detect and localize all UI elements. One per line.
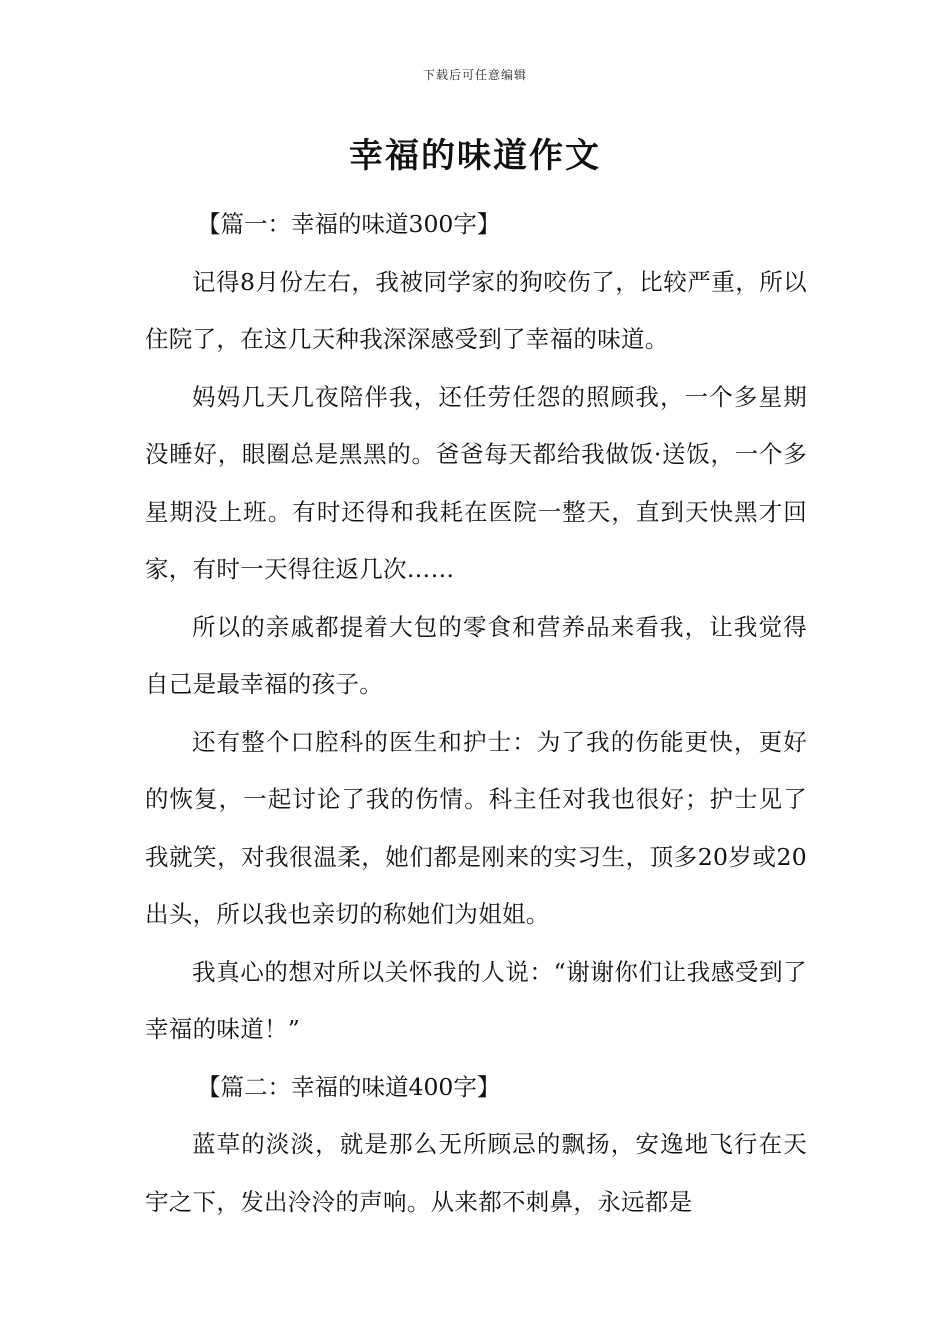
paragraph: 我真心的想对所以关怀我的人说：“谢谢你们让我感受到了幸福的味道！” [145, 957, 807, 1043]
section-heading: 【篇二：幸福的味道400字】 [197, 1072, 501, 1101]
document-title: 幸福的味道作文 [349, 136, 601, 176]
document-body [145, 196, 807, 1231]
header-note: 下载后可任意编辑 [422, 68, 527, 82]
section-heading: 【篇一：幸福的味道300字】 [197, 210, 501, 238]
paragraph: 蓝草的淡淡，就是那么无所顾忌的飘扬，安逸地飞行在天宇之下，发出泠泠的声响。从来都不刺鼻，永远都是 [145, 1130, 807, 1216]
paragraph: 还有整个口腔科的医生和护士：为了我的伤能更快，更好的恢复，一起讨论了我的伤情。科主任对我也很好；护士见了我就笑，对我很温柔，她们都是刚来的实习生，顶多20岁或20出头，所以我也亲切的称她们为姐姐。 [145, 727, 807, 928]
paragraph: 妈妈几天几夜陪伴我，还任劳任怨的照顾我，一个多星期没睡好，眼圈总是黑黑的。爸爸每天都给我做饭·送饭，一个多星期没上班。有时还得和我耗在医院一整天，直到天快黑才回家，有时一天得往返几次…… [145, 382, 807, 583]
paragraph: 所以的亲戚都提着大包的零食和营养品来看我，让我觉得自己是最幸福的孩子。 [145, 612, 807, 698]
paragraph: 记得8月份左右，我被同学家的狗咬伤了，比较严重，所以住院了，在这几天种我深深感受到了幸福的味道。 [145, 267, 807, 353]
